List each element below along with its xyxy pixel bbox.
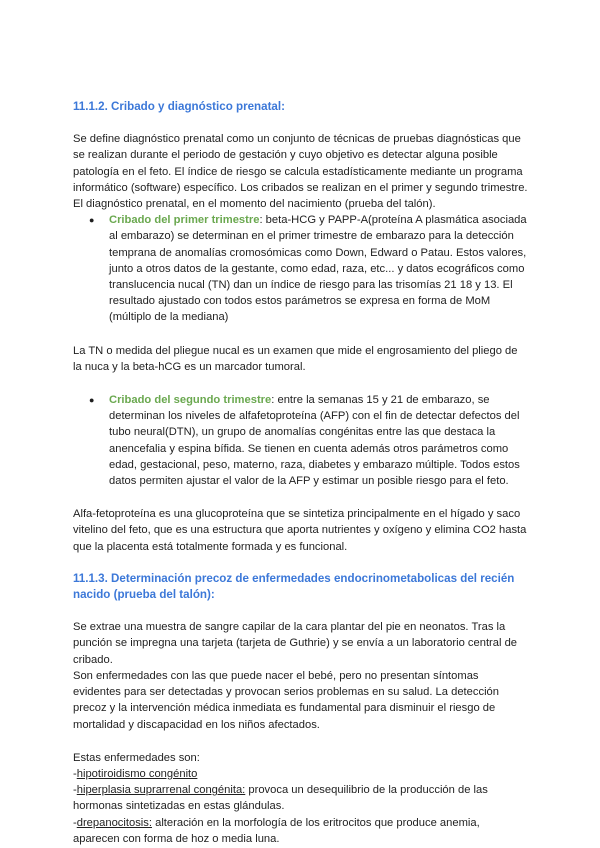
prenatal-screening-list [73,212,528,325]
prenatal-intro-paragraph: Se define diagnóstico prenatal como un conjunto de técnicas de pruebas diagnósticas que se realizan durante el periodo de gestación y cuyo objetivo es detectar alguna posible patología en el feto. El índice de riesgo se calcula estadísticamente mediante un programa informático (software) específico. Los cribados se realizan en el primer y segundo trimestre. El diagnóstico prenatal, en el momento del nacimiento (prueba del talón). [73,133,528,211]
second-trimester-title: Cribado del segundo trimestre [109,394,272,407]
list-item-first-trimester [89,212,528,325]
dash: - [73,816,77,829]
disease-item-hypothyroidism [73,766,528,782]
first-trimester-title: Cribado del primer trimestre [109,214,260,227]
document-page [73,99,528,847]
dash: - [73,767,77,780]
heel-prick-paragraph-1: Se extrae una muestra de sangre capilar de la cara plantar del pie en neonatos. Tras la punción se impregna una tarjeta (tarjeta de Guthrie) y se envía a un laboratorio central de cribado. [73,621,518,666]
first-trimester-text: : beta-HCG y PAPP-A(proteína A plasmática asociada al embarazo) se determinan en el primer trimestre de embarazo para la detección temprana de anomalías cromosómicas como Down, Edward o Patau. Estos valores, junto a otros datos de la gestante, como edad, raza, etc... y datos ecográficos como translucencia nucal (TN) dan un índice de riesgo para las trisomías 21 18 y 13. El resultado ajustado con todos estos parámetros se expresa en forma de MoM (múltiplo de la mediana) [109,214,527,324]
second-trimester-text: : entre la semanas 15 y 21 de embarazo, se determinan los niveles de alfafetoproteína (AFP) con el fin de detectar defectos del tubo neural(DTN), un grupo de anomalías congénitas entre las que destaca la anencefalia y espina bífida. Se tienen en cuenta además otros parámetros como edad, gestacional, peso, materno, raza, diabetes y embarazo múltiple. Todos estos datos permiten ajustar el valor de la AFP y estimar un posible riesgo para el feto. [109,394,520,488]
dash: - [73,784,77,797]
diseases-list-intro: Estas enfermedades son: [73,751,200,764]
list-item-second-trimester [89,392,528,489]
nuchal-translucency-paragraph: La TN o medida del pliegue nucal es un examen que mide el engrosamiento del pliego de la nuca y la beta-hCG es un marcador tumoral. [73,344,518,373]
bullet-icon: ● [89,395,95,406]
bullet-icon: ● [89,215,95,226]
disease-term: hipotiroidismo congénito [76,767,198,780]
section-heading-prenatal: 11.1.2. Cribado y diagnóstico prenatal: [73,100,285,113]
disease-item-sickle-cell [73,815,528,847]
prenatal-screening-list-2 [73,392,528,489]
disease-description: provoca un desequilibrio de la producción de las hormonas sintetizadas en estas glándulas. [73,784,488,813]
disease-term: drepanocitosis: [76,816,152,829]
section-heading-heel-prick: 11.1.3. Determinación precoz de enfermedades endocrinometabolicas del recién nacido (prueba del talón): [73,571,515,602]
disease-description: alteración en la morfología de los eritrocitos que produce anemia, aparecen con forma de hoz o media luna. [73,816,480,845]
disease-term: hiperplasia suprarrenal congénita: [76,784,246,797]
disease-item-adrenal-hyperplasia [73,782,528,814]
heel-prick-paragraph-2: Son enfermedades con las que puede nacer el bebé, pero no presentan síntomas evidentes para ser detectadas y provocan serios problemas en su salud. La detección precoz y la intervención médica inmediata es fundamental para disminuir el riesgo de mortalidad y discapacidad en los niños afectados. [73,669,499,731]
afp-paragraph: Alfa-fetoproteína es una glucoproteína que se sintetiza principalmente en el hígado y saco vitelino del feto, que es una estructura que aporta nutrientes y oxígeno y elimina CO2 hasta que la placenta está totalmente formada y es funcional. [73,508,527,553]
